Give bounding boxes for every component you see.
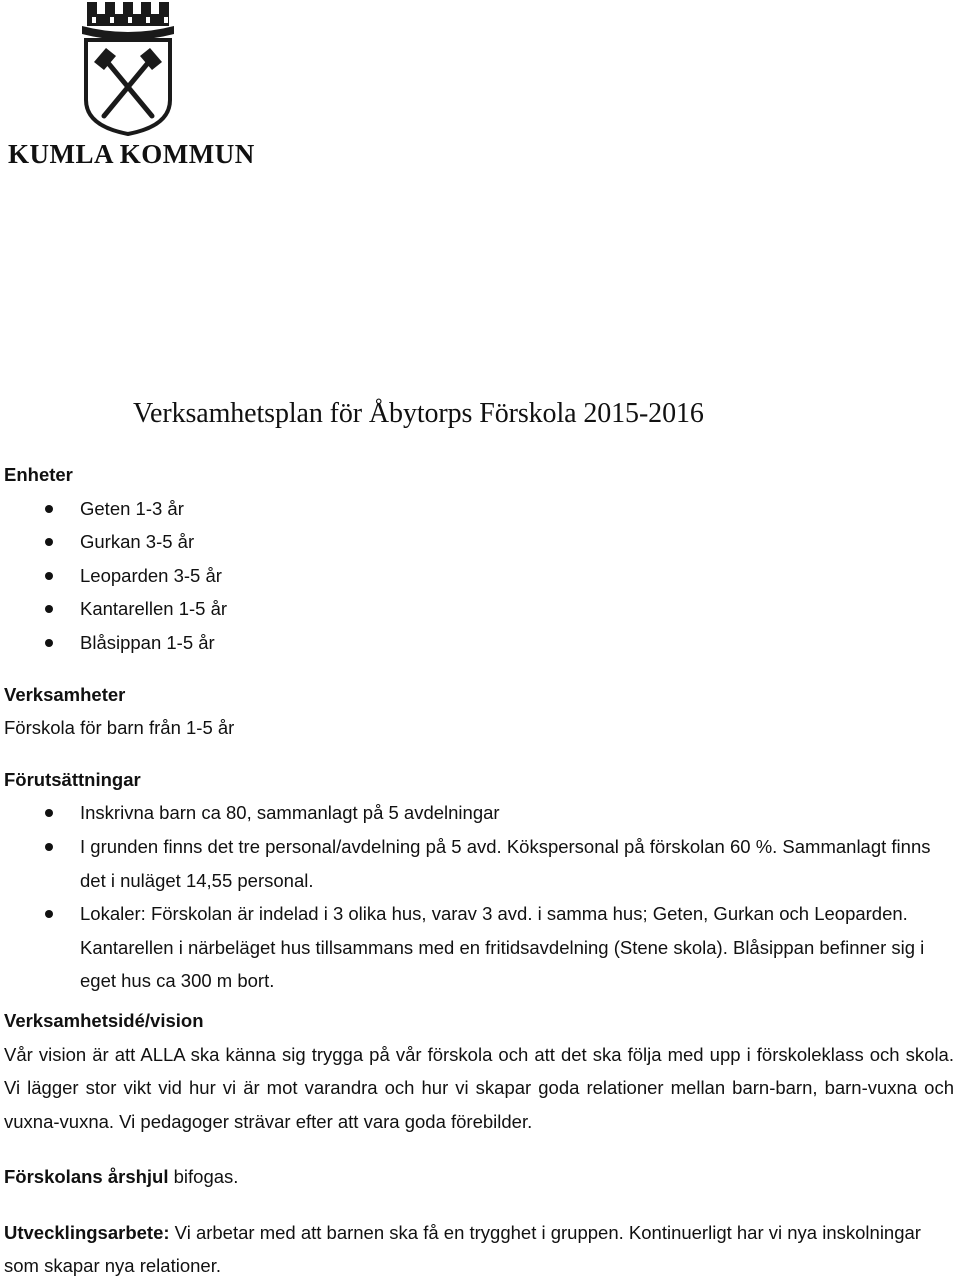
list-item: Lokaler: Förskolan är indelad i 3 olika hus, varav 3 avd. i samma hus; Geten, Gurkan och Leoparden. Kantarellen i närbeläget hus tillsammans med en fritidsavdelning (Stene skola). Blåsippan befinner sig i eget hus ca 300 m bort. <box>4 897 958 998</box>
bullet-icon <box>45 910 53 918</box>
list-item: Gurkan 3-5 år <box>4 525 958 559</box>
arshjul-bold: Förskolans årshjul <box>4 1166 169 1188</box>
vision-text: Vår vision är att ALLA ska känna sig trygga på vår förskola och att det ska följa med upp i förskoleklass och skola. Vi lägger stor vikt vid hur vi är mot varandra och hur vi skapar goda relationer mellan barn-barn, barn-vuxna och vuxna-vuxna. Vi pedagoger strävar efter att vara goda förebilder. <box>4 1043 954 1132</box>
document-title: Verksamhetsplan för Åbytorps Förskola 2015-2016 <box>133 398 704 429</box>
coat-of-arms-icon <box>6 0 246 140</box>
utveckling-rest: Vi arbetar med att barnen ska få en trygghet i gruppen. Kontinuerligt har vi nya inskolningar som skapar nya relationer. <box>4 1221 921 1277</box>
verksamheter-text: Förskola för barn från 1-5 år <box>4 717 235 739</box>
list-item: Leoparden 3-5 år <box>4 559 958 593</box>
enheter-list <box>4 492 958 660</box>
kumla-kommun-logo <box>6 0 255 176</box>
list-item: I grunden finns det tre personal/avdelning på 5 avd. Kökspersonal på förskolan 60 %. Sammanlagt finns det i nuläget 14,55 personal. <box>4 830 958 897</box>
bullet-icon <box>45 538 53 546</box>
list-item: Blåsippan 1-5 år <box>4 626 958 660</box>
arshjul-rest: bifogas. <box>168 1166 239 1188</box>
list-item: Inskrivna barn ca 80, sammanlagt på 5 avdelningar <box>4 796 958 830</box>
list-item: Kantarellen 1-5 år <box>4 592 958 626</box>
bullet-icon <box>45 639 53 647</box>
list-item: Geten 1-3 år <box>4 492 958 526</box>
bullet-icon <box>45 572 53 580</box>
utveckling-bold: Utvecklingsarbete: <box>4 1221 170 1243</box>
utveckling-paragraph <box>4 1216 958 1283</box>
verksamheter-heading: Verksamheter <box>4 683 126 705</box>
document-body <box>4 458 958 1283</box>
bullet-icon <box>45 809 53 817</box>
vision-heading: Verksamhetsidé/vision <box>4 1009 204 1031</box>
bullet-icon <box>45 605 53 613</box>
bullet-icon <box>45 843 53 851</box>
arshjul-line <box>4 1160 958 1194</box>
bullet-icon <box>45 505 53 513</box>
forutsattningar-heading: Förutsättningar <box>4 768 141 790</box>
forutsattningar-list <box>4 796 958 998</box>
municipality-name: KUMLA KOMMUN <box>8 139 255 169</box>
enheter-heading: Enheter <box>4 464 73 485</box>
